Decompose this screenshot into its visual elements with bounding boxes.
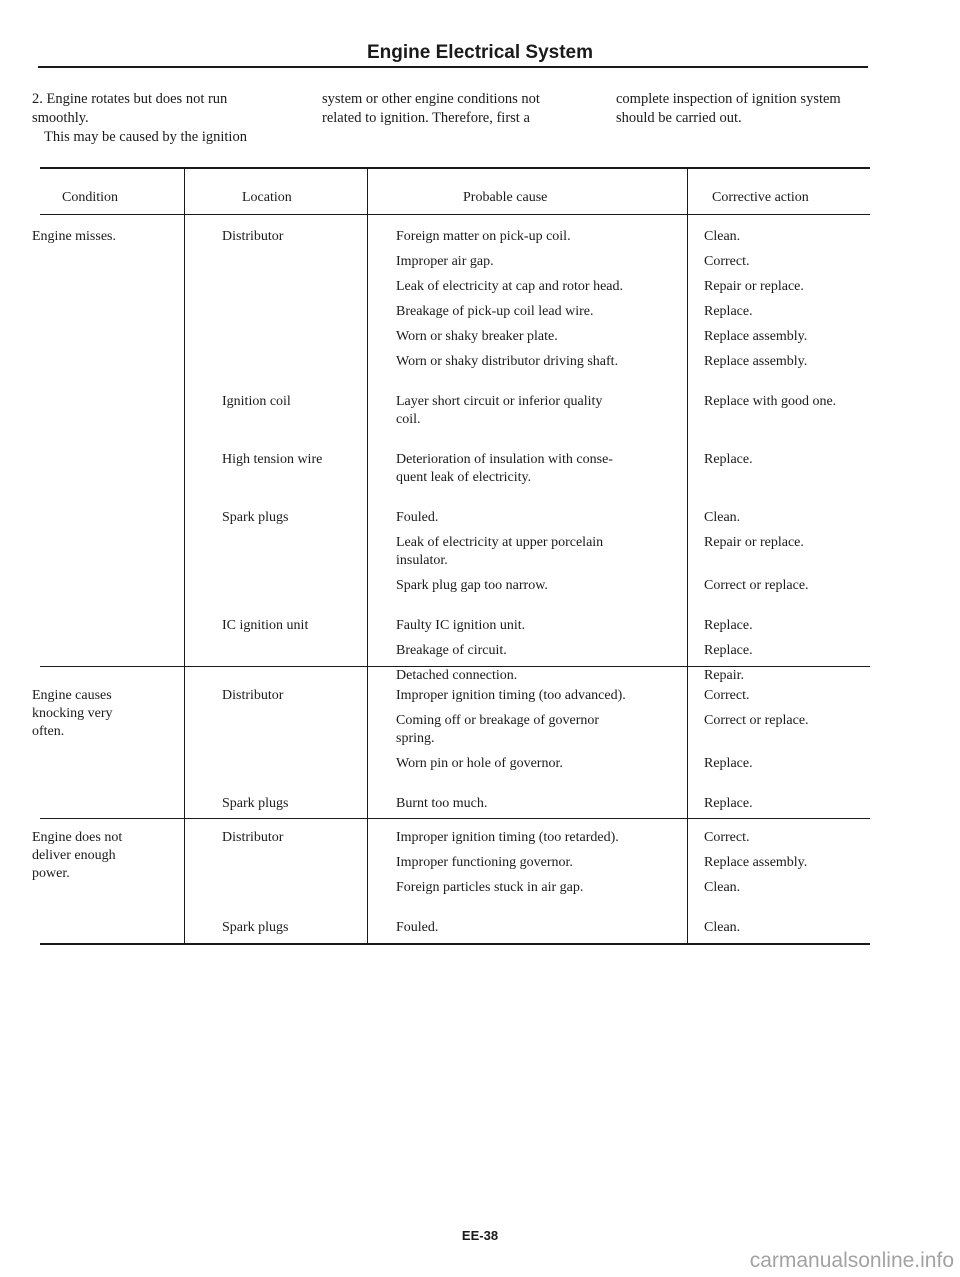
cause-text: Foreign matter on pick-up coil. [396, 229, 571, 244]
action-text: Replace with good one. [704, 394, 837, 409]
action-text: Repair or replace. [704, 535, 804, 550]
column-divider [687, 168, 688, 944]
column-divider [184, 168, 185, 944]
location-label: IC ignition unit [222, 618, 309, 633]
cause-text: quent leak of electricity. [396, 470, 532, 485]
action-text: Replace. [704, 452, 753, 467]
action-text: Clean. [704, 920, 741, 935]
condition-label: knocking very [32, 706, 113, 721]
column-divider [367, 168, 368, 944]
condition-label: often. [32, 724, 65, 739]
condition-label: Engine misses. [32, 229, 116, 244]
action-text: Clean. [704, 880, 741, 895]
intro-column-1 [32, 90, 302, 147]
action-text: Replace. [704, 618, 753, 633]
action-text: Correct or replace. [704, 713, 809, 728]
action-text: Correct. [704, 688, 750, 703]
section-divider [40, 818, 870, 819]
cause-text: Burnt too much. [396, 796, 488, 811]
column-header-location: Location [242, 190, 292, 205]
action-text: Clean. [704, 510, 741, 525]
condition-label: Engine causes [32, 688, 112, 703]
column-header-cause: Probable cause [463, 190, 548, 205]
intro-line: This may be caused by the ignition [44, 129, 247, 145]
cause-text: Coming off or breakage of governor [396, 713, 600, 728]
intro-line: complete inspection of ignition system [616, 91, 841, 107]
action-text: Clean. [704, 229, 741, 244]
cause-text: spring. [396, 731, 435, 746]
intro-line: smoothly. [32, 110, 89, 126]
location-label: Distributor [222, 688, 284, 703]
location-label: Spark plugs [222, 796, 289, 811]
condition-label: deliver enough [32, 848, 116, 863]
page-title: Engine Electrical System [367, 42, 593, 63]
watermark: carmanualsonline.info [749, 1249, 954, 1272]
cause-text: Breakage of pick-up coil lead wire. [396, 304, 594, 319]
cause-text: Leak of electricity at cap and rotor head. [396, 279, 623, 294]
table-top-rule [40, 167, 870, 169]
intro-line: 2. Engine rotates but does not run [32, 91, 228, 107]
action-text: Replace assembly. [704, 329, 808, 344]
header-divider [38, 66, 868, 68]
cause-text: Fouled. [396, 510, 439, 525]
cause-text: Foreign particles stuck in air gap. [396, 880, 584, 895]
intro-column-2 [322, 90, 592, 128]
location-label: High tension wire [222, 452, 323, 467]
cause-text: Worn or shaky breaker plate. [396, 329, 558, 344]
cause-text: Improper air gap. [396, 254, 494, 269]
location-label: Spark plugs [222, 510, 289, 525]
page-number: EE-38 [461, 1228, 499, 1243]
cause-text: Faulty IC ignition unit. [396, 618, 526, 633]
intro-line: related to ignition. Therefore, first a [322, 110, 530, 126]
cause-text: Fouled. [396, 920, 439, 935]
action-text: Correct or replace. [704, 578, 809, 593]
action-text: Repair or replace. [704, 279, 804, 294]
table-bottom-rule [40, 943, 870, 945]
action-text: Repair. [704, 668, 745, 683]
condition-label: power. [32, 866, 70, 881]
table-header-rule [40, 214, 870, 215]
action-text: Replace. [704, 304, 753, 319]
cause-text: Worn or shaky distributor driving shaft. [396, 354, 619, 369]
condition-label: Engine does not [32, 830, 123, 845]
intro-line: system or other engine conditions not [322, 91, 540, 107]
action-text: Replace. [704, 643, 753, 658]
intro-column-3 [616, 90, 876, 128]
cause-text: Improper functioning governor. [396, 855, 573, 870]
cause-text: Leak of electricity at upper porcelain [396, 535, 604, 550]
column-header-condition: Condition [62, 190, 119, 205]
cause-text: Deterioration of insulation with conse- [396, 452, 613, 467]
intro-line: should be carried out. [616, 110, 742, 126]
cause-text: Breakage of circuit. [396, 643, 507, 658]
location-label: Distributor [222, 830, 284, 845]
action-text: Replace assembly. [704, 855, 808, 870]
cause-text: Improper ignition timing (too advanced). [396, 688, 626, 703]
location-label: Spark plugs [222, 920, 289, 935]
action-text: Replace. [704, 756, 753, 771]
cause-text: Spark plug gap too narrow. [396, 578, 548, 593]
location-label: Ignition coil [222, 394, 291, 409]
action-text: Replace assembly. [704, 354, 808, 369]
cause-text: Detached connection. [396, 668, 518, 683]
column-header-action: Corrective action [712, 190, 809, 205]
action-text: Correct. [704, 254, 750, 269]
action-text: Correct. [704, 830, 750, 845]
action-text: Replace. [704, 796, 753, 811]
cause-text: coil. [396, 412, 421, 427]
cause-text: Worn pin or hole of governor. [396, 756, 563, 771]
cause-text: Layer short circuit or inferior quality [396, 394, 603, 409]
cause-text: Improper ignition timing (too retarded). [396, 830, 619, 845]
location-label: Distributor [222, 229, 284, 244]
cause-text: insulator. [396, 553, 448, 568]
